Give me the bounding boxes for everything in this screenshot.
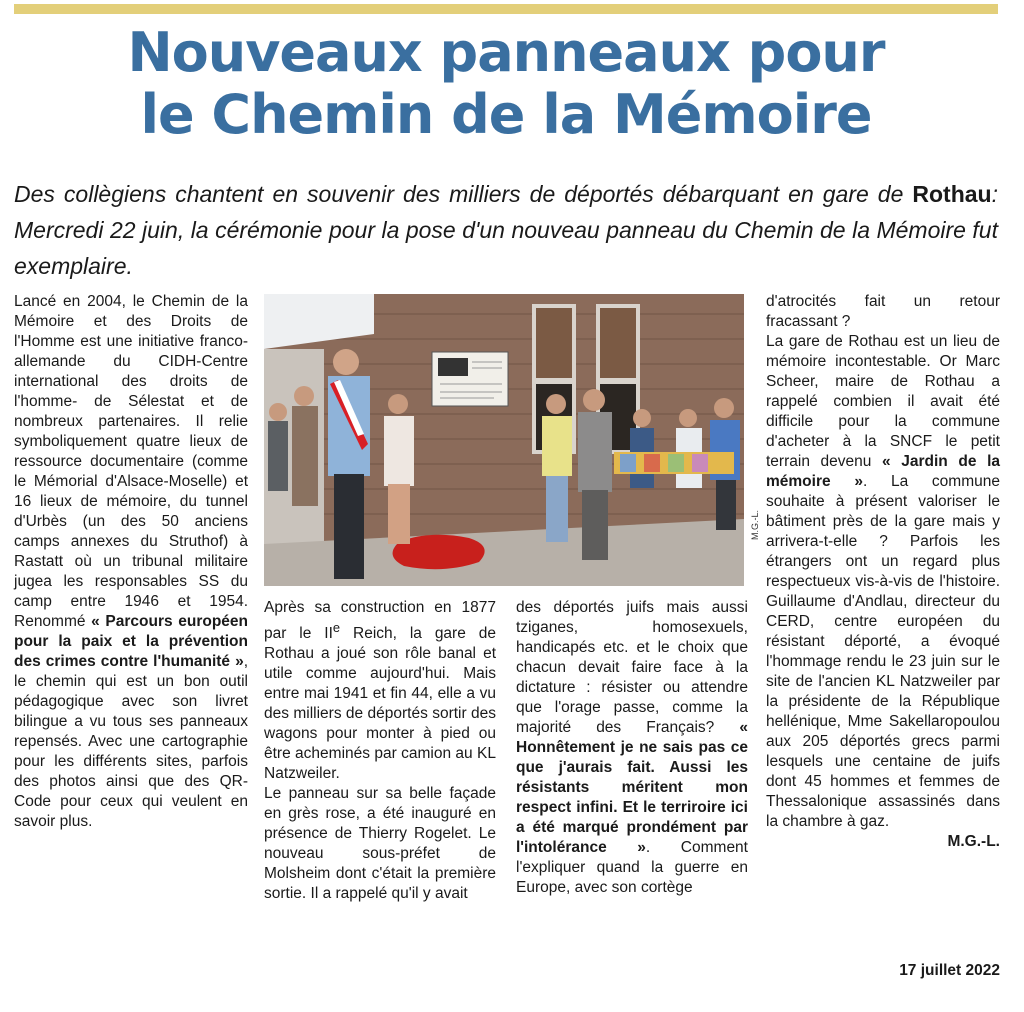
top-rule xyxy=(14,4,998,14)
column-2-superscript: e xyxy=(332,620,341,635)
column-1-text-a: Lancé en 2004, le Chemin de la Mémoire et des Droits de l'Homme est une initiative franco-allemande du CIDH-Centre international des droits de l'homme- de Sélestat et de nombreux partenaires. Il relie symboliquement quatre lieux de ressource documentaire (comme le Mémorial d'Alsace-Moselle) et 16 lieux de mémoire, du tunnel d'Urbès (un des 50 anciens camps annexes du Struthof) à Rastatt où un tribunal militaire jugea les responsables SS du camp entre 1946 et 1954. Renommé xyxy=(14,293,248,630)
photo-credit: M.G.-L. xyxy=(750,509,760,540)
deck-part-2: : Mercredi 22 juin, la cérémonie pour la pose d'un nouveau panneau du Chemin de la Mémoire fut exemplaire. xyxy=(14,181,998,279)
column-3-paragraph xyxy=(516,598,748,898)
column-2-paragraph-1 xyxy=(264,598,496,784)
author-signature: M.G.-L. xyxy=(947,833,1000,850)
deck-part-1: Des collègiens chantent en souvenir des milliers de déportés débarquant en gare de xyxy=(14,181,904,207)
column-2-paragraph-2: Le panneau sur sa belle façade en grès rose, a été inauguré en présence de Thierry Rogelet. Le nouveau sous-préfet de Molsheim dont c'était la première sortie. Il a rappelé qu'il y avait xyxy=(264,785,496,903)
column-4-text-a: La gare de Rothau est un lieu de mémoire incontestable. Or Marc Scheer, maire de Rothau a rappelé combien il avait été difficile pour la commune d'acheter à la SNCF le petit terrain devenu xyxy=(766,333,1000,470)
publication-date: 17 juillet 2022 xyxy=(899,962,1000,979)
column-2-text-b: Reich, la gare de Rothau a joué son rôle banal et utile comme aujourd'hui. Mais entre mai 1941 et fin 44, elle a vu des milliers de déportés sortir des wagons pour monter à pied ou être acheminés par camion au KL Natzweiler. xyxy=(264,625,496,783)
column-1-bold-quote: « Parcours européen pour la paix et la prévention des crimes contre l'humanité » xyxy=(14,613,248,670)
headline-line-2: le Chemin de la Mémoire xyxy=(140,83,872,146)
article-column-4 xyxy=(766,292,1000,852)
column-1-text-b: , le chemin qui est un bon outil pédagogique avec son livret bilingue a vu tous ses panneaux repensés. Avec une cartographie pour les différents sites, parfois des photos ainsi que des QR-Code pour ceux qui veulent en savoir plus. xyxy=(14,653,248,830)
article-column-1 xyxy=(14,292,248,832)
headline xyxy=(14,22,998,146)
column-4-paragraph-1: d'atrocités fait un retour fracassant ? xyxy=(766,293,1000,330)
column-1-paragraph xyxy=(14,292,248,832)
column-3-text-b: . Comment l'expliquer quand la guerre en Europe, avec son cortège xyxy=(516,839,748,896)
column-4-bold-quote: « Jardin de la mémoire » xyxy=(766,453,1001,490)
column-3-text-a: des déportés juifs mais aussi tziganes, homosexuels, handicapés etc. et le choix que chacun devait faire face à la dictature : résister ou attendre que l'orage passe, comme la majorité des Français? xyxy=(516,599,748,736)
deck xyxy=(14,176,998,284)
article-column-2 xyxy=(264,598,496,904)
column-4-text-b: . La commune souhaite à présent valoriser le bâtiment près de la gare mais y arrivera-t-elle ? Parfois les étrangers ont un regard plus respectueux vis-à-vis de l'histoire. Guillaume d'Andlau, directeur du CERD, centre européen du résistant déporté, a évoqué l'hommage rendu le 23 juin sur le site de l'ancien KL Natzweiler par la présidente de la République hellénique, Mme Sakellaropoulou aux 205 déportés grecs parmi lesquels une centaine de juifs dont 45 hommes et femmes de Thessalonique assassinés dans la chambre à gaz. xyxy=(766,473,1000,830)
column-4-paragraph-2 xyxy=(766,332,1000,832)
article-column-3 xyxy=(516,598,748,898)
headline-line-1: Nouveaux panneaux pour xyxy=(127,21,885,84)
deck-bold: Rothau xyxy=(912,181,992,207)
ceremony-photo-illustration xyxy=(264,294,744,586)
column-2-text-a: Après sa construction en 1877 par le II xyxy=(264,599,496,643)
ceremony-photo xyxy=(264,294,744,586)
column-3-bold-quote: « Honnêtement je ne sais pas ce que j'aurais fait. Aussi les résistants méritent mon respect infini. Et le terriroire ici a été marqué prondément par l'intolérance » xyxy=(516,719,748,856)
